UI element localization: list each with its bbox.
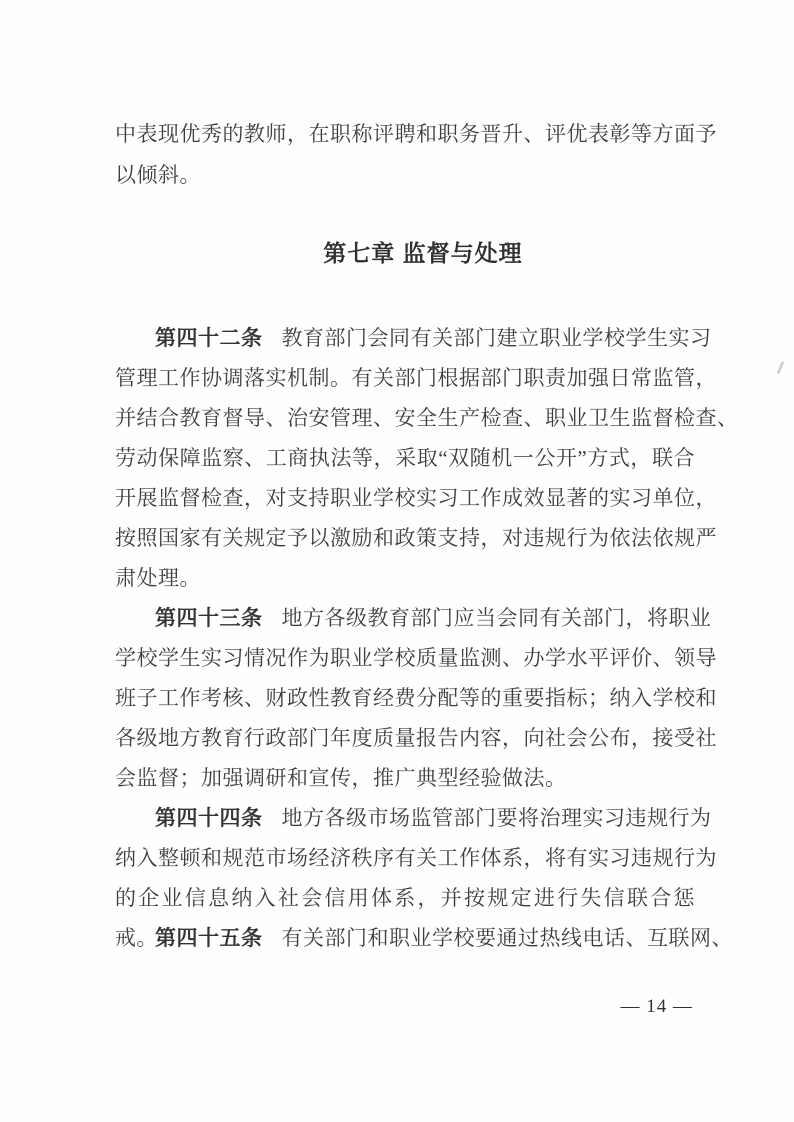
article-42-line: 并结合教育督导、治安管理、安全生产检查、职业卫生监督检查、 (115, 406, 739, 430)
article-42-line: 劳动保障监察、工商执法等，采取“双随机一公开”方式，联合 (115, 446, 695, 470)
article-43-line (115, 598, 712, 638)
article-42-text: 教育部门会同有关部门建立职业学校学生实习 (281, 326, 712, 350)
article-42-line: 管理工作协调落实机制。有关部门根据部门职责加强日常监管， (115, 366, 717, 390)
article-43-line: 会监督；加强调研和宣传，推广典型经验做法。 (115, 766, 567, 790)
article-45-line (115, 918, 733, 958)
article-44-text: 地方各级市场监管部门要将治理实习违规行为 (281, 806, 712, 830)
article-42-line (115, 318, 712, 358)
continuation-paragraph (115, 114, 717, 196)
pen-mark-artifact (776, 361, 784, 374)
article-45-number: 第四十五条 (155, 926, 263, 950)
page-number: — 14 — (620, 996, 693, 1017)
article-44-number: 第四十四条 (155, 806, 263, 830)
article-42-number: 第四十二条 (155, 326, 263, 350)
article-43-line: 班子工作考核、财政性教育经费分配等的重要指标；纳入学校和 (115, 686, 717, 710)
article-43-line: 学校学生实习情况作为职业学校质量监测、办学水平评价、领导 (115, 646, 717, 670)
article-43-line: 各级地方教育行政部门年度质量报告内容，向社会公布，接受社 (115, 726, 717, 750)
article-42-line: 按照国家有关规定予以激励和政策支持，对违规行为依法依规严 (115, 526, 717, 550)
article-45-text: 有关部门和职业学校要通过热线电话、互联网、 (281, 926, 733, 950)
article-42-line: 开展监督检查，对支持职业学校实习工作成效显著的实习单位， (115, 486, 717, 510)
article-43-text: 地方各级教育部门应当会同有关部门，将职业 (281, 606, 712, 630)
article-44-line (115, 798, 712, 838)
article-44-line: 纳入整顿和规范市场经济秩序有关工作体系，将有实习违规行为 (115, 846, 717, 870)
article-42-line: 肃处理。 (115, 566, 201, 590)
chapter-heading: 第七章 监督与处理 (323, 240, 523, 266)
article-44-line: 的企业信息纳入社会信用体系，并按规定进行失信联合惩戒。 (115, 886, 695, 950)
paragraph-line: 以倾斜。 (115, 163, 201, 187)
paragraph-line: 中表现优秀的教师，在职称评聘和职务晋升、评优表彰等方面予 (115, 122, 717, 146)
articles-body (115, 318, 739, 958)
article-43-number: 第四十三条 (155, 606, 263, 630)
